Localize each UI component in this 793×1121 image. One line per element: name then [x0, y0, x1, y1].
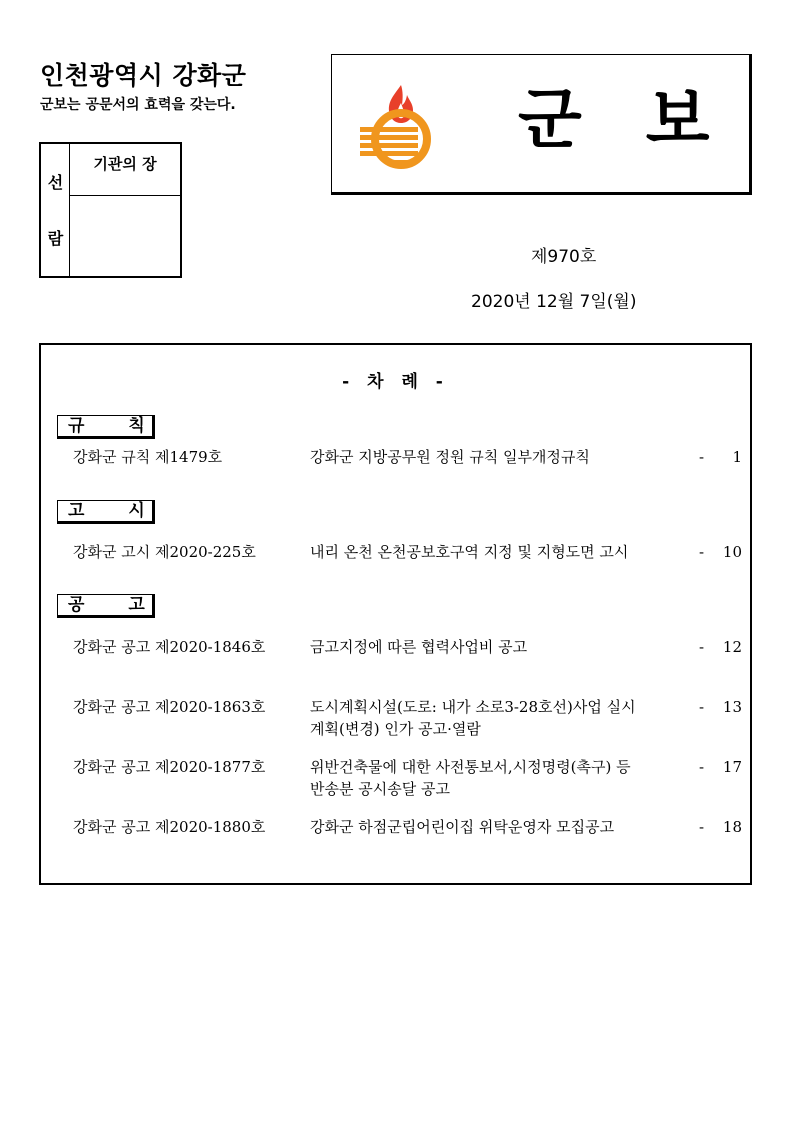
toc-entry-title: 도시계획시설(도로: 내가 소로3-28호선)사업 실시 [310, 698, 636, 716]
toc-entry-page: 18 [722, 818, 742, 836]
toc-entry-number: 강화군 고시 제2020-225호 [73, 543, 256, 561]
review-box [39, 142, 182, 278]
toc-entry-page: 1 [732, 448, 742, 466]
toc-entry-title: 강화군 하점군립어린이집 위탁운영자 모집공고 [310, 818, 615, 836]
issue-date: 2020년 12월 7일(월) [471, 292, 637, 312]
table-of-contents [39, 343, 752, 885]
toc-entry-page: 17 [722, 758, 742, 776]
toc-entry-dash: - [699, 758, 705, 776]
toc-category-rules: 규칙 [57, 415, 155, 439]
review-label-char-1: 선 [47, 173, 64, 192]
toc-entry-dash: - [699, 638, 705, 656]
toc-entry-title: 위반건축물에 대한 사전통보서,시정명령(촉구) 등 [310, 758, 631, 776]
issue-number: 제970호 [531, 247, 597, 267]
toc-entry-title-line2: 반송분 공시송달 공고 [310, 780, 450, 798]
toc-category-announcements: 공고 [57, 594, 155, 618]
toc-entry-title-line2: 계획(변경) 인가 공고·열람 [310, 720, 481, 738]
review-head-label: 기관의 장 [70, 144, 180, 196]
publication-notice: 군보는 공문서의 효력을 갖는다. [40, 97, 236, 113]
toc-entry-dash: - [699, 543, 705, 561]
toc-entry-page: 10 [722, 543, 742, 561]
toc-entry-number: 강화군 공고 제2020-1846호 [73, 638, 266, 656]
toc-entry-number: 강화군 공고 제2020-1877호 [73, 758, 266, 776]
toc-entry-dash: - [699, 448, 705, 466]
toc-entry-title: 금고지정에 따른 협력사업비 공고 [310, 638, 528, 656]
county-emblem-icon [358, 81, 444, 171]
toc-category-notices: 고시 [57, 500, 155, 524]
masthead-title: 군보 [518, 81, 774, 158]
review-label-char-2: 람 [47, 229, 64, 248]
toc-entry-dash: - [699, 818, 705, 836]
toc-entry-number: 강화군 공고 제2020-1880호 [73, 818, 266, 836]
review-label [41, 144, 70, 276]
toc-entry-number: 강화군 공고 제2020-1863호 [73, 698, 266, 716]
toc-title: - 차 례 - [342, 372, 449, 392]
toc-entry-dash: - [699, 698, 705, 716]
masthead [331, 54, 774, 195]
toc-entry-number: 강화군 규칙 제1479호 [73, 448, 223, 466]
toc-entry-page: 12 [722, 638, 742, 656]
toc-entry-page: 13 [722, 698, 742, 716]
government-name: 인천광역시 강화군 [40, 61, 247, 90]
toc-entry-title: 강화군 지방공무원 정원 규칙 일부개정규칙 [310, 448, 590, 466]
toc-entry-title: 내리 온천 온천공보호구역 지정 및 지형도면 고시 [310, 543, 629, 561]
